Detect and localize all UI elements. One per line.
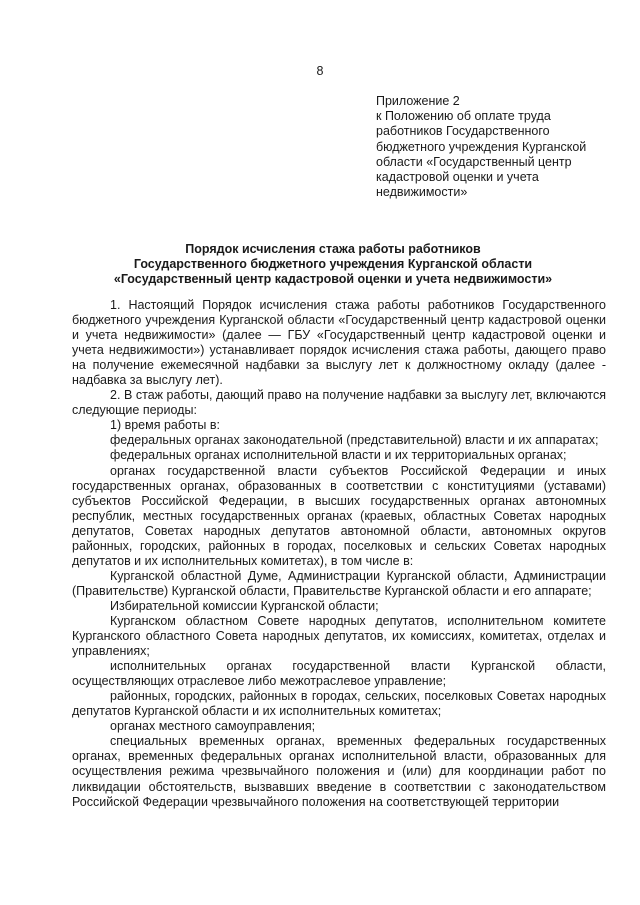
list-subitem: федеральных органах законодательной (представительной) власти и их аппаратах; bbox=[110, 433, 599, 448]
title-line: Государственного бюджетного учреждения Курганской области bbox=[133, 257, 533, 272]
list-subitem: специальных временных органах, временных федеральных государственных органах, временных федеральных органах исполнительной власти, образованных для осуществления режима чрезвычайного положения и (или) для координации работ по ликвидации обстоятельств, вызвавших введение в соответствии с законодательством Российской Федерации чрезвычайного положения на соответствующей территории bbox=[72, 734, 606, 809]
appendix-line: к Положению об оплате труда bbox=[376, 109, 551, 124]
list-subitem: органах местного самоуправления; bbox=[110, 719, 316, 734]
paragraph-1: 1. Настоящий Порядок исчисления стажа работы работников Государственного бюджетного учреждения Курганской области «Государственный центр кадастровой оценки и учета недвижимости» (далее — ГБУ «Государственный центр кадастровой оценки и учета недвижимости») устанавливает порядок исчисления стажа работы, дающего право на получение ежемесячной надбавки за выслугу лет к должностному окладу (далее - надбавка за выслугу лет). bbox=[72, 298, 606, 388]
appendix-line: работников Государственного bbox=[376, 124, 550, 139]
document-title bbox=[60, 242, 606, 288]
appendix-line: области «Государственный центр bbox=[376, 154, 572, 169]
list-subitem: районных, городских, районных в городах, сельских, поселковых Советах народных депутатов Курганской области и их исполнительных комитетах; bbox=[72, 689, 606, 719]
list-subitem: Избирательной комиссии Курганской области; bbox=[110, 598, 379, 613]
appendix-line: кадастровой оценки и учета bbox=[376, 170, 539, 185]
paragraph-2: 2. В стаж работы, дающий право на получение надбавки за выслугу лет, включаются следующие периоды: bbox=[72, 388, 606, 418]
document-body bbox=[72, 298, 606, 810]
appendix-line: Приложение 2 bbox=[376, 94, 460, 108]
appendix-line: бюджетного учреждения Курганской bbox=[376, 139, 587, 154]
list-subitem: органах государственной власти субъектов Российской Федерации и иных государственных органах, образованных в соответствии с конституциями (уставами) субъектов Российской Федерации, в высших государственных органах автономных республик, местных государственных органах (краевых, областных Советах народных депутатов, Советах народных депутатов автономной области, автономных округов районных, городских, районных в городах, поселковых и сельских Советах народных депутатов и их исполнительных комитетах), в том числе в: bbox=[72, 463, 606, 568]
appendix-reference bbox=[376, 94, 626, 200]
title-line: Порядок исчисления стажа работы работников bbox=[185, 242, 481, 256]
list-subitem: федеральных органах исполнительной власти и их территориальных органах; bbox=[110, 448, 567, 463]
page-number: 8 bbox=[316, 64, 324, 78]
list-subitem: исполнительных органах государственной власти Курганской области, осуществляющих отраслевое либо межотраслевое управление; bbox=[72, 659, 606, 689]
title-line: «Государственный центр кадастровой оценки и учета недвижимости» bbox=[113, 272, 553, 287]
list-subitem: Курганском областном Совете народных депутатов, исполнительном комитете Курганского областного Совета народных депутатов, их комиссиях, комитетах, отделах и управлениях; bbox=[72, 613, 606, 659]
appendix-line: недвижимости» bbox=[376, 185, 468, 200]
list-item-1: 1) время работы в: bbox=[110, 418, 221, 433]
list-subitem: Курганской областной Думе, Администрации Курганской области, Администрации (Правительстве) Курганской области, Правительстве Курганской области и его аппарате; bbox=[72, 568, 606, 598]
